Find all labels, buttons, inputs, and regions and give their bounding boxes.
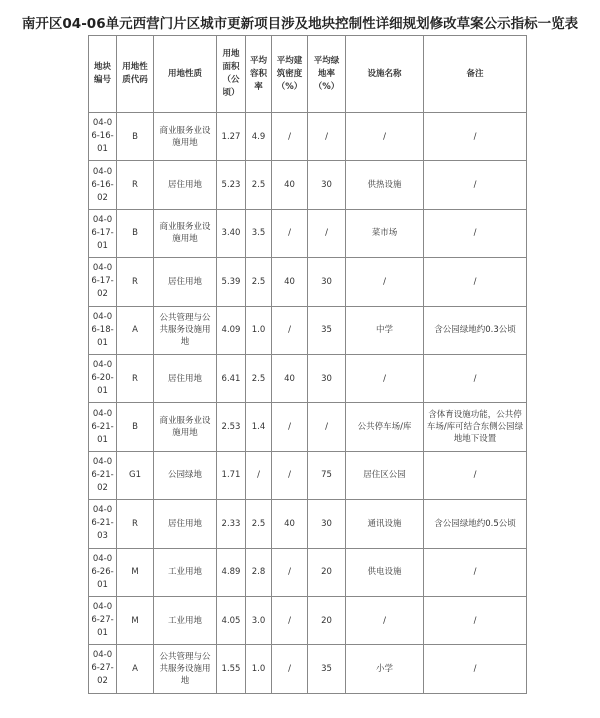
building-density-cell: 40 bbox=[272, 354, 308, 402]
land-area-cell: 3.40 bbox=[217, 209, 246, 257]
green-ratio-cell: 30 bbox=[308, 500, 346, 548]
land-use-type-cell: 居住用地 bbox=[154, 161, 217, 209]
land-use-code-cell: R bbox=[117, 500, 154, 548]
facility-name-cell: 菜市场 bbox=[346, 209, 424, 257]
remarks-cell: / bbox=[424, 645, 527, 693]
remarks-cell: 含公园绿地约0.5公顷 bbox=[424, 500, 527, 548]
remarks-cell: / bbox=[424, 354, 527, 402]
land-area-cell: 6.41 bbox=[217, 354, 246, 402]
plot-number-cell: 04-06-17-02 bbox=[89, 258, 117, 306]
facility-name-cell: 中学 bbox=[346, 306, 424, 354]
floor-area-ratio-cell: 2.5 bbox=[246, 258, 272, 306]
facility-name-cell: 供电设施 bbox=[346, 548, 424, 596]
header-floor-area-ratio: 平均容积率 bbox=[246, 36, 272, 113]
green-ratio-cell: 30 bbox=[308, 161, 346, 209]
table-row bbox=[89, 306, 527, 354]
table-row bbox=[89, 161, 527, 209]
table-row bbox=[89, 403, 527, 451]
facility-name-cell: / bbox=[346, 354, 424, 402]
building-density-cell: / bbox=[272, 113, 308, 161]
plot-number-cell: 04-06-20-01 bbox=[89, 354, 117, 402]
header-building-density: 平均建筑密度（%） bbox=[272, 36, 308, 113]
plot-number-cell: 04-06-16-01 bbox=[89, 113, 117, 161]
floor-area-ratio-cell: 3.5 bbox=[246, 209, 272, 257]
facility-name-cell: 居住区公园 bbox=[346, 451, 424, 499]
table-body bbox=[89, 113, 527, 694]
floor-area-ratio-cell: 2.5 bbox=[246, 354, 272, 402]
floor-area-ratio-cell: 4.9 bbox=[246, 113, 272, 161]
green-ratio-cell: 35 bbox=[308, 645, 346, 693]
land-use-type-cell: 工业用地 bbox=[154, 548, 217, 596]
remarks-cell: / bbox=[424, 548, 527, 596]
land-use-code-cell: B bbox=[117, 403, 154, 451]
plot-number-cell: 04-06-27-02 bbox=[89, 645, 117, 693]
land-use-code-cell: R bbox=[117, 258, 154, 306]
facility-name-cell: / bbox=[346, 258, 424, 306]
plot-number-cell: 04-06-27-01 bbox=[89, 596, 117, 644]
land-use-code-cell: B bbox=[117, 113, 154, 161]
remarks-cell: 含公园绿地约0.3公顷 bbox=[424, 306, 527, 354]
building-density-cell: / bbox=[272, 451, 308, 499]
building-density-cell: / bbox=[272, 596, 308, 644]
land-use-type-cell: 公园绿地 bbox=[154, 451, 217, 499]
plot-number-cell: 04-06-21-01 bbox=[89, 403, 117, 451]
land-area-cell: 4.09 bbox=[217, 306, 246, 354]
building-density-cell: 40 bbox=[272, 161, 308, 209]
building-density-cell: 40 bbox=[272, 500, 308, 548]
table-row bbox=[89, 113, 527, 161]
land-use-code-cell: M bbox=[117, 548, 154, 596]
plot-number-cell: 04-06-21-03 bbox=[89, 500, 117, 548]
land-use-type-cell: 工业用地 bbox=[154, 596, 217, 644]
land-use-type-cell: 居住用地 bbox=[154, 258, 217, 306]
green-ratio-cell: 75 bbox=[308, 451, 346, 499]
header-land-use-code: 用地性质代码 bbox=[117, 36, 154, 113]
land-use-code-cell: B bbox=[117, 209, 154, 257]
remarks-cell: / bbox=[424, 161, 527, 209]
green-ratio-cell: / bbox=[308, 403, 346, 451]
land-use-code-cell: A bbox=[117, 645, 154, 693]
header-plot-number: 地块编号 bbox=[89, 36, 117, 113]
green-ratio-cell: 35 bbox=[308, 306, 346, 354]
building-density-cell: 40 bbox=[272, 258, 308, 306]
facility-name-cell: 供热设施 bbox=[346, 161, 424, 209]
header-facility-name: 设施名称 bbox=[346, 36, 424, 113]
land-area-cell: 5.39 bbox=[217, 258, 246, 306]
table-row bbox=[89, 354, 527, 402]
table-row bbox=[89, 548, 527, 596]
land-use-type-cell: 居住用地 bbox=[154, 500, 217, 548]
remarks-cell: / bbox=[424, 209, 527, 257]
table-row bbox=[89, 645, 527, 693]
floor-area-ratio-cell: 2.8 bbox=[246, 548, 272, 596]
plot-number-cell: 04-06-21-02 bbox=[89, 451, 117, 499]
land-use-type-cell: 公共管理与公共服务设施用地 bbox=[154, 645, 217, 693]
floor-area-ratio-cell: / bbox=[246, 451, 272, 499]
green-ratio-cell: / bbox=[308, 113, 346, 161]
remarks-cell: / bbox=[424, 451, 527, 499]
land-area-cell: 1.71 bbox=[217, 451, 246, 499]
land-area-cell: 4.89 bbox=[217, 548, 246, 596]
table-row bbox=[89, 500, 527, 548]
remarks-cell: / bbox=[424, 258, 527, 306]
facility-name-cell: 公共停车场/库 bbox=[346, 403, 424, 451]
land-area-cell: 2.53 bbox=[217, 403, 246, 451]
plot-number-cell: 04-06-16-02 bbox=[89, 161, 117, 209]
building-density-cell: / bbox=[272, 306, 308, 354]
remarks-cell: / bbox=[424, 596, 527, 644]
facility-name-cell: 通讯设施 bbox=[346, 500, 424, 548]
page-title: 南开区04-06单元西营门片区城市更新项目涉及地块控制性详细规划修改草案公示指标一览表 bbox=[21, 16, 579, 32]
floor-area-ratio-cell: 1.0 bbox=[246, 645, 272, 693]
land-area-cell: 2.33 bbox=[217, 500, 246, 548]
land-area-cell: 4.05 bbox=[217, 596, 246, 644]
land-use-type-cell: 商业服务业设施用地 bbox=[154, 209, 217, 257]
floor-area-ratio-cell: 1.4 bbox=[246, 403, 272, 451]
floor-area-ratio-cell: 1.0 bbox=[246, 306, 272, 354]
table-row bbox=[89, 209, 527, 257]
land-use-code-cell: G1 bbox=[117, 451, 154, 499]
indicator-table bbox=[88, 35, 527, 694]
building-density-cell: / bbox=[272, 403, 308, 451]
plot-number-cell: 04-06-26-01 bbox=[89, 548, 117, 596]
facility-name-cell: / bbox=[346, 596, 424, 644]
table-row bbox=[89, 596, 527, 644]
green-ratio-cell: 30 bbox=[308, 258, 346, 306]
header-remarks: 备注 bbox=[424, 36, 527, 113]
floor-area-ratio-cell: 3.0 bbox=[246, 596, 272, 644]
floor-area-ratio-cell: 2.5 bbox=[246, 500, 272, 548]
land-use-type-cell: 商业服务业设施用地 bbox=[154, 113, 217, 161]
land-use-code-cell: R bbox=[117, 354, 154, 402]
land-area-cell: 5.23 bbox=[217, 161, 246, 209]
land-use-code-cell: M bbox=[117, 596, 154, 644]
building-density-cell: / bbox=[272, 645, 308, 693]
green-ratio-cell: 30 bbox=[308, 354, 346, 402]
plot-number-cell: 04-06-17-01 bbox=[89, 209, 117, 257]
land-use-type-cell: 商业服务业设施用地 bbox=[154, 403, 217, 451]
header-land-use-type: 用地性质 bbox=[154, 36, 217, 113]
building-density-cell: / bbox=[272, 209, 308, 257]
green-ratio-cell: / bbox=[308, 209, 346, 257]
green-ratio-cell: 20 bbox=[308, 548, 346, 596]
green-ratio-cell: 20 bbox=[308, 596, 346, 644]
floor-area-ratio-cell: 2.5 bbox=[246, 161, 272, 209]
table-row bbox=[89, 258, 527, 306]
building-density-cell: / bbox=[272, 548, 308, 596]
land-use-code-cell: A bbox=[117, 306, 154, 354]
land-use-type-cell: 公共管理与公共服务设施用地 bbox=[154, 306, 217, 354]
remarks-cell: / bbox=[424, 113, 527, 161]
facility-name-cell: / bbox=[346, 113, 424, 161]
header-green-ratio: 平均绿地率（%） bbox=[308, 36, 346, 113]
land-use-code-cell: R bbox=[117, 161, 154, 209]
land-area-cell: 1.27 bbox=[217, 113, 246, 161]
land-use-type-cell: 居住用地 bbox=[154, 354, 217, 402]
facility-name-cell: 小学 bbox=[346, 645, 424, 693]
table-header-row bbox=[89, 36, 527, 113]
remarks-cell: 含体育设施功能，公共停车场/库可结合东侧公园绿地地下设置 bbox=[424, 403, 527, 451]
table-row bbox=[89, 451, 527, 499]
land-area-cell: 1.55 bbox=[217, 645, 246, 693]
header-land-area: 用地面积（公顷） bbox=[217, 36, 246, 113]
plot-number-cell: 04-06-18-01 bbox=[89, 306, 117, 354]
